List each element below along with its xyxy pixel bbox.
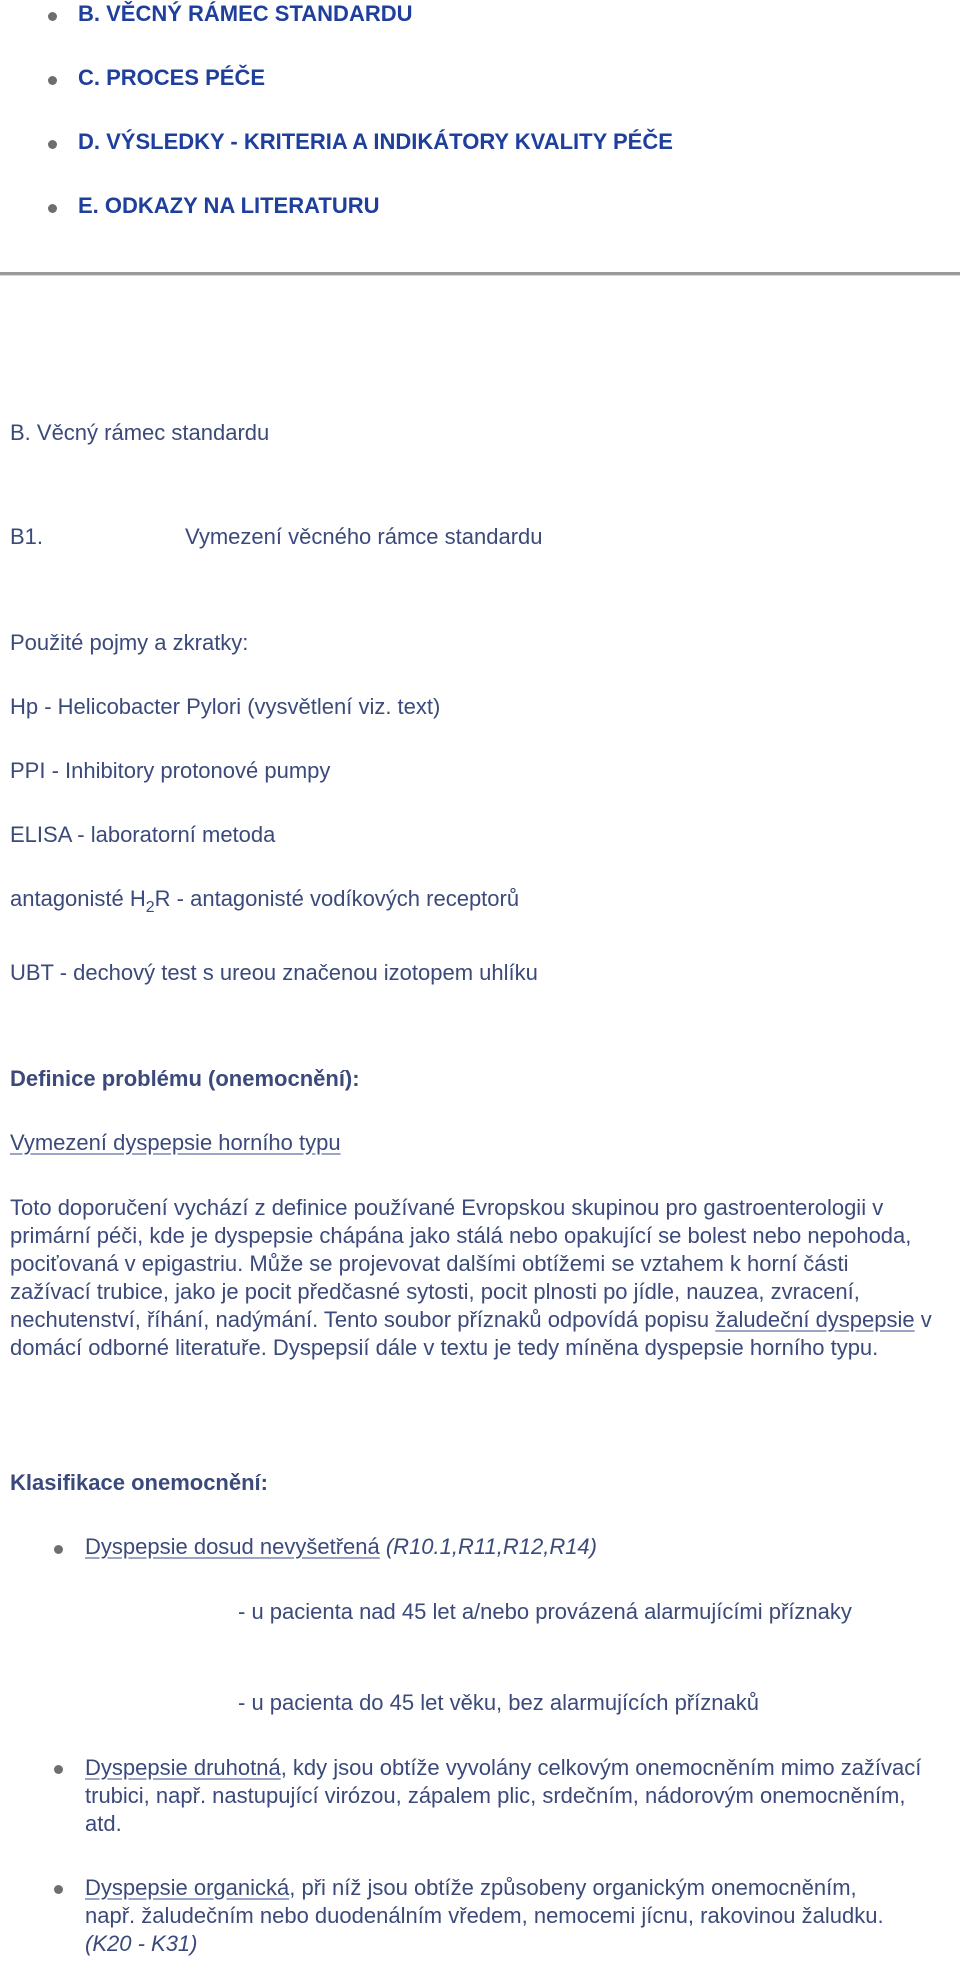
definition-text-1: Toto doporučení vychází z definice používané Evropskou skupinou pro gastroenterologii v primární péči, kde je dyspepsie chápána jako stálá nebo opakující se bolest nebo nepohoda, pociťovaná v epigastriu. Může se projevovat dalšími obtížemi se vztahem k horní části zažívací trubice, jako je pocit předčasné sytosti, pocit plnosti po jídle, nauzea, zvracení, nechutenství, říhání, nadýmání. Tento soubor příznaků odpovídá popisu xyxy=(10,1195,912,1332)
organic-dyspepsia-link[interactable]: Dyspepsie organická xyxy=(85,1875,290,1900)
horizontal-divider xyxy=(0,272,960,276)
section-title: B. Věcný rámec standardu xyxy=(10,420,270,445)
term-elisa: ELISA - laboratorní metoda xyxy=(10,822,276,847)
bullet-icon xyxy=(54,1885,63,1894)
definition-paragraph xyxy=(10,1194,935,1362)
b1-number: B1. xyxy=(10,524,44,549)
definition-link[interactable]: Vymezení dyspepsie horního typu xyxy=(10,1130,341,1155)
bullet-icon xyxy=(54,1545,63,1554)
classification-item-secondary xyxy=(85,1754,930,1838)
bullet-icon xyxy=(54,1765,63,1774)
organic-codes: (K20 - K31) xyxy=(85,1931,198,1956)
term-ubt: UBT - dechový test s ureou značenou izotopem uhlíku xyxy=(10,960,538,985)
undiagnosed-dyspepsia-link[interactable]: Dyspepsie dosud nevyšetřená xyxy=(85,1534,380,1559)
bullet-icon xyxy=(48,76,57,85)
term-h2r-suffix: R - antagonisté vodíkových receptorů xyxy=(154,886,520,911)
term-h2r-subscript: 2 xyxy=(145,899,155,916)
organic-dyspepsia-text: , při níž jsou obtíže způsobeny organickým onemocněním, např. žaludečním nebo duodenálním vředem, nemocemi jícnu, rakovinou žaludku. xyxy=(85,1875,884,1928)
definition-text-2: v domácí odborné literatuře. Dyspepsií dále v textu je tedy míněna dyspepsie horního typu. xyxy=(10,1307,932,1360)
toc-link-b[interactable]: B. VĚCNÝ RÁMEC STANDARDU xyxy=(78,1,413,26)
toc-link-e[interactable]: E. ODKAZY NA LITERATURU xyxy=(78,193,380,218)
term-hp: Hp - Helicobacter Pylori (vysvětlení viz. text) xyxy=(10,694,441,719)
b1-title: Vymezení věcného rámce standardu xyxy=(185,524,543,549)
sub-item-under-45: - u pacienta do 45 let věku, bez alarmujících příznaků xyxy=(238,1690,759,1715)
toc-link-c[interactable]: C. PROCES PÉČE xyxy=(78,65,266,90)
definition-heading: Definice problému (onemocnění): xyxy=(10,1066,360,1091)
undiagnosed-codes: (R10.1,R11,R12,R14) xyxy=(385,1534,597,1559)
secondary-dyspepsia-link[interactable]: Dyspepsie druhotná xyxy=(85,1755,281,1780)
classification-item-organic xyxy=(85,1874,905,1958)
sub-item-over-45: - u pacienta nad 45 let a/nebo provázená alarmujícími příznaky xyxy=(238,1599,852,1624)
term-h2r xyxy=(10,886,519,917)
bullet-icon xyxy=(48,140,57,149)
bullet-icon xyxy=(48,204,57,213)
term-ppi: PPI - Inhibitory protonové pumpy xyxy=(10,758,331,783)
toc-link-d[interactable]: D. VÝSLEDKY - KRITERIA A INDIKÁTORY KVALITY PÉČE xyxy=(78,129,673,154)
secondary-dyspepsia-text: , kdy jsou obtíže vyvolány celkovým onemocněním mimo zažívací trubici, např. nastupující virózou, zápalem plic, srdečním, nádorovým onemocněním, atd. xyxy=(85,1755,922,1836)
gastric-dyspepsia-link[interactable]: žaludeční dyspepsie xyxy=(715,1307,915,1332)
term-h2r-prefix: antagonisté H xyxy=(10,886,146,911)
classification-heading: Klasifikace onemocnění: xyxy=(10,1470,268,1495)
classification-item-undiagnosed xyxy=(85,1534,597,1560)
terms-heading: Použité pojmy a zkratky: xyxy=(10,630,249,655)
bullet-icon xyxy=(48,12,57,21)
